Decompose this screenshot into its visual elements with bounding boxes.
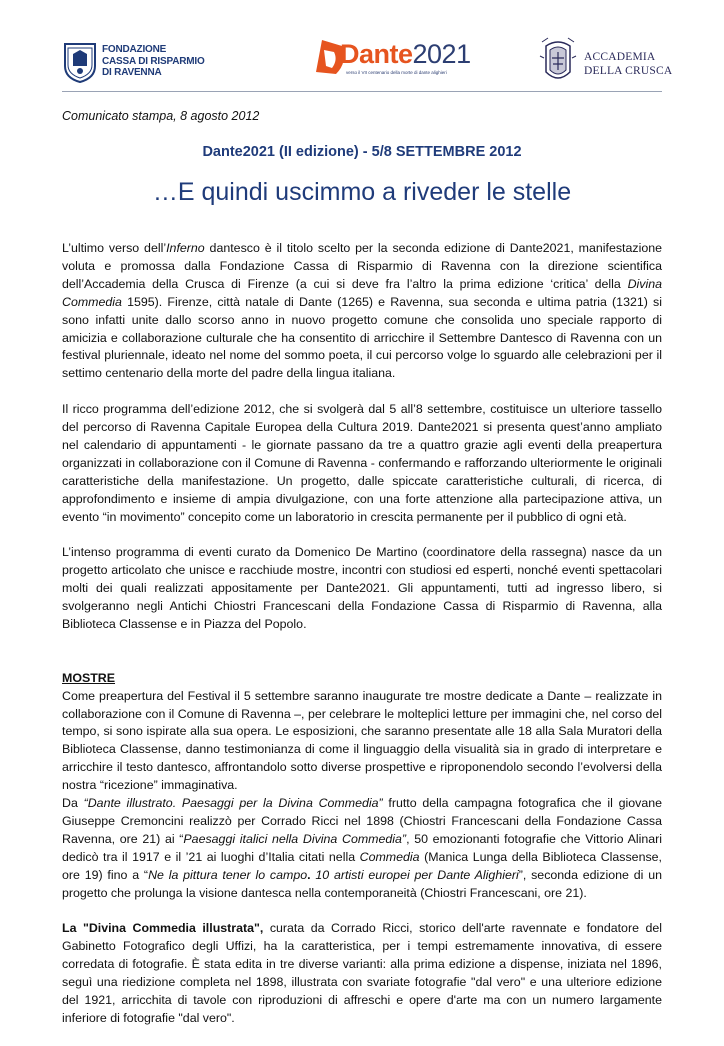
p1-text-a: L’ultimo verso dell’: [62, 241, 167, 255]
p5-text-g: (Manica Lunga della Biblioteca Classense, ore 19) fino a “: [62, 849, 662, 882]
p6-bold-title: La "Divina Commedia illustrata",: [62, 921, 264, 936]
accademia-della-crusca-logo: [538, 36, 673, 88]
p1-italic-inferno: Inferno: [166, 241, 205, 255]
dante-logo-word: Dante: [340, 39, 413, 69]
p5-italic-dante-illustrato: “Dante illustrato. Paesaggi per la Divina Commedia”: [83, 796, 383, 811]
p5-text-k: ”, seconda edizione di un progetto che prolunga la visione dantesca nella contemporaneità (Chiostri Francescani, ore 21).: [62, 867, 662, 900]
p5-text-a: Da: [62, 796, 84, 811]
fondazione-cassa-risparmio-logo: [62, 40, 212, 88]
paragraph-mostre: Come preapertura del Festival il 5 settembre saranno inaugurate tre mostre dedicate a Dante – realizzate in collaborazione con il Comune di Ravenna –, per celebrare le molteplici letture per immagini che, nel corso del tempo, si sono ispirate alla sua opera. Le esposizioni, che saranno presentate alle 18 alla Sala Muratori della Biblioteca Classense, danno testimonianza di come il linguaggio della visualità sia in grado di interpretare e arricchire il testo dantesco, affrontandolo sotto diverse prospettive e riproponendolo secondo l’evolversi della nostra “ricezione” immaginativa.: [62, 688, 662, 793]
fondazione-logo-text: FONDAZIONE CASSA DI RISPARMIO DI RAVENNA: [102, 44, 205, 78]
p5-text-c: frutto della campagna fotografica che il giovane Giuseppe Cremoncini realizzò per Corrado Ricci nel 1898 (Chiostri Francescani della Fondazione Cassa Ravenna, ore 21) ai “: [62, 796, 662, 846]
crusca-logo-text: ACCADEMIA DELLA CRUSCA: [584, 51, 673, 77]
dante-logo-tagline: verso il VII centenario della morte di dante alighieri: [346, 70, 447, 75]
paragraph-mostre-detail: [62, 795, 662, 902]
dante-logo-year: 2021: [412, 39, 471, 69]
dante-logo-wordmark: [340, 40, 471, 68]
event-subtitle: Dante2021 (II edizione) - 5/8 SETTEMBRE 2012: [202, 144, 522, 160]
dante2021-logo: [306, 34, 471, 84]
paragraph-programma: Il ricco programma dell’edizione 2012, che si svolgerà dal 5 all’8 settembre, costituisce un ulteriore tassello del percorso di Ravenna Capitale Europea della Cultura 2019. Dante2021 si presenta quest’anno ampliato nel calendario di appuntamenti - le giornate passano da tre a quattro grazie agli eventi della preapertura organizzati in collaborazione con il Comune di Ravenna - confermando e rafforzando ulteriormente le originali caratteristiche della manifestazione. Un progetto, dalle spiccate caratteristiche culturali, di ricerca, di approfondimento e insieme di ampia divulgazione, con una forte attenzione alla partecipazione attiva, un evento “in movimento” concepito come un laboratorio in crescita permanente per il pubblico di ogni età.: [62, 402, 662, 524]
p1-text-c: dantesco è il titolo scelto per la seconda edizione di Dante2021, manifestazione voluta e promossa dalla Fondazione Cassa di Risparmio di Ravenna con la direzione scientifica dell’Accademia della Crusca di Firenze (a cui si deve fra l’altro la prima edizione ‘critica’ della: [62, 241, 662, 291]
section-heading-mostre: [62, 670, 662, 688]
mostre-heading-text: MOSTRE: [62, 670, 116, 685]
p6-text-b: curata da Corrado Ricci, storico dell'arte ravennate e fondatore del Gabinetto Fotografico degli Uffizi, ha la caratteristica, per i tempi estremamente innovativa, di essere corredata di fotografie. È stata edita in tre diverse varianti: alla prima edizione a dispense, iniziata nel 1896, seguì una riedizione completa nel 1898, illustrata con svariate fotografie "dal vero" e una ulteriore edizione del 1921, arricchita di tavole con riproduzioni di affreschi e opere d'arte ma con un numero largamente inferiore di fotografie "dal vero".: [62, 921, 662, 1025]
paragraph-intro: [62, 240, 662, 383]
p5-italic-pittura: Ne la pittura tener lo campo: [148, 867, 308, 882]
p1-italic-divina-commedia: Divina Commedia: [62, 276, 662, 309]
p1-text-e: 1595). Firenze, città natale di Dante (1265) e Ravenna, sua seconda e ultima patria (1321) si sono infatti unite dallo scorso anno in nuovo progetto comune che consolida uno speciale rapporto di amicizia e collaborazione culturale che ha consentito di arricchire il Settembre Dantesco di Ravenna con un festival pluriennale, ideato nel nome del sommo poeta, il cui percorso volge lo sguardo alle celebrazioni per il settimo centenario della morte del padre della lingua italiana.: [62, 294, 662, 381]
letterhead: [62, 34, 673, 94]
page-title: …E quindi uscimmo a riveder le stelle: [152, 178, 572, 206]
header-divider: [62, 91, 662, 92]
paragraph-divina-commedia-illustrata: [62, 920, 662, 1027]
press-release-date: Comunicato stampa, 8 agosto 2012: [62, 109, 260, 123]
p5-italic-artisti: 10 artisti europei per Dante Alighieri: [315, 867, 519, 882]
p5-italic-commedia: Commedia: [359, 849, 420, 864]
p5-bold-period: .: [307, 867, 316, 882]
document-body: [62, 240, 662, 1046]
crusca-emblem-icon: [538, 36, 578, 86]
p5-text-e: , 50 emozionanti fotografie che Vittorio Alinari dedicò tra il 1917 e il ’21 ai luoghi d’Italia citati nella: [62, 831, 662, 864]
paragraph-eventi: L’intenso programma di eventi curato da Domenico De Martino (coordinatore della rassegna) nasce da un progetto articolato che unisce e racchiude mostre, incontri con studiosi ed esperti, nonché eventi spettacolari molti dei quali realizzati appositamente per Dante2021. Gli appuntamenti, tutti ad ingresso libero, si svolgeranno negli Antichi Chiostri Francescani della Fondazione Cassa di Risparmio di Ravenna, alla Biblioteca Classense e in Piazza del Popolo.: [62, 545, 662, 631]
fondazione-crest-icon: [62, 40, 98, 84]
p5-italic-paesaggi: Paesaggi italici nella Divina Commedia”: [183, 831, 407, 846]
